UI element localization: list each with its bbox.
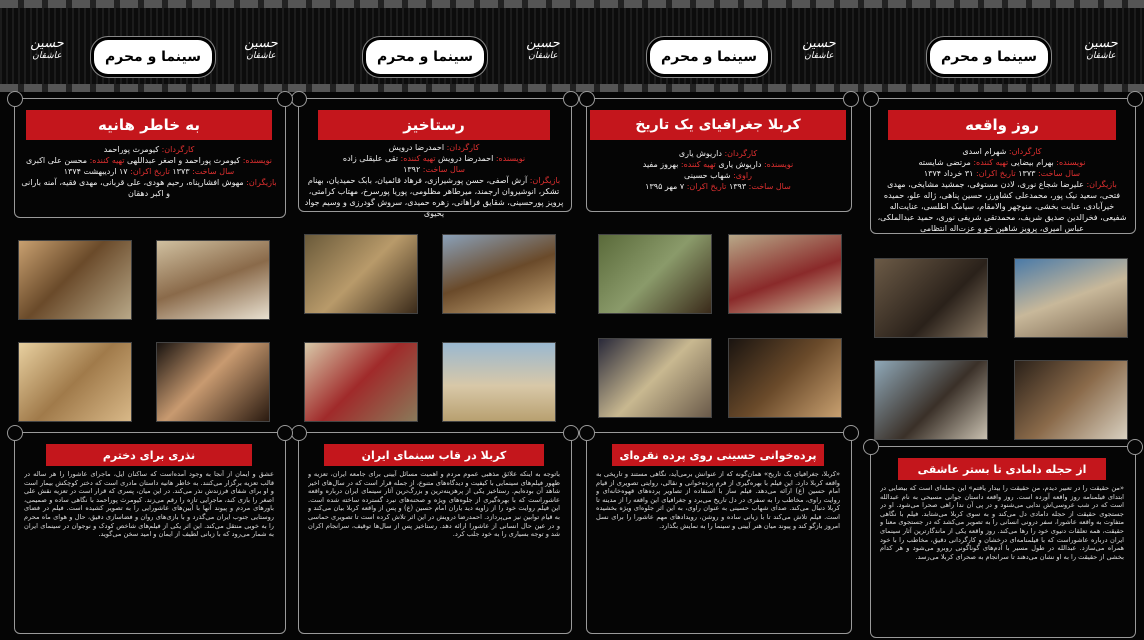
article-subtitle: پرده‌خوانی حسینی روی پرده نقره‌ای [612, 444, 824, 466]
calligraphy-emblem: حسین عاشقان [802, 36, 836, 61]
banner-strip-top [0, 0, 1144, 8]
film-title: رستاخیز [318, 110, 550, 140]
film-still [18, 342, 132, 422]
film-credits: کارگردان: کیومرث پوراحمد نویسنده: کیومرث پوراحمد و اصغر عبداللهی تهیه کننده: محسن علی اکبری سال ساخت: ۱۳۷۳ تاریخ اکران: ۱۷ اردیبهشت ۱۳۷۴ بازیگران: مهوش افشارپناه، رحیم هودی، علی قربانی، مهدی فقیه، آمنه بارانی و اکبر دهقان [21, 145, 277, 198]
calligraphy-emblem: حسین عاشقان [526, 36, 560, 61]
film-still [728, 234, 842, 314]
film-still [18, 240, 132, 320]
film-column-karbala [576, 92, 862, 640]
film-still [598, 338, 712, 418]
banner-title-pill: سینما و محرم [366, 40, 484, 74]
film-still [598, 234, 712, 314]
banner-title-pill: سینما و محرم [930, 40, 1048, 74]
film-credits: کارگردان: داریوش یاری نویسنده: داریوش یاری تهیه کننده: بهروز مفید راوی: شهاب حسینی سال ساخت: ۱۳۹۳ تاریخ اکران: ۷ مهر ۱۳۹۵ [642, 149, 794, 191]
calligraphy-emblem: حسین عاشقان [1084, 36, 1118, 61]
film-column-hanieh [6, 92, 292, 640]
film-still [728, 338, 842, 418]
article-subtitle: کربلا در قاب سینمای ایران [324, 444, 544, 466]
film-still [442, 234, 556, 314]
article-body: «من حقیقت را در تعبیر دیدم، من حقیقت را بیدار یافتم» این جمله‌ای است که بیضایی در ابتدای فیلمنامه روز واقعه آورده است. روز واقعه داستان جوانی مسیحی به نام عبدالله است که در شب عروسی‌اش ندایی می‌شنود و در پی آن ندا راهی صحرا می‌شود. او در جستجوی حقیقت از حجله دامادی دل می‌کند و به سوی کربلا می‌شتابد. فیلم با نگاهی متفاوت به واقعه عاشورا، سفر درونی انسانی را به تصویر می‌کشد که در جستجوی معنا و حقیقت، همه تعلقات دنیوی خود را رها می‌کند. روز واقعه یکی از ماندگارترین آثار سینمای ایران درباره عاشوراست که با فیلمنامه‌ای درخشان و کارگردانی دقیق، مخاطب را با خود همراه می‌سازد. عبدالله در طول مسیر با آدم‌های گوناگونی روبرو می‌شود و هر کدام بخشی از حقیقت را به او نشان می‌دهند تا سرانجام به صحرای کربلا می‌رسد. [880, 484, 1124, 561]
film-still [304, 342, 418, 422]
film-title: روز واقعه [888, 110, 1116, 140]
film-still [874, 258, 988, 338]
film-credits: کارگردان: احمدرضا درویش نویسنده: احمدرضا درویش تهیه کننده: تقی علیقلی زاده سال ساخت: ۱۳۹۲ بازیگران: آرش آصفی، حسن پورشیرازی، فرهاد قائمیان، بابک حمیدیان، بهنام تشکر، انوشیروان ارجمند، میرطاهر مظلومی، پوریا پورسرخ، مهتاب کرامتی، پرویز پورحسینی، شقایق فراهانی، زهره حمیدی، سروش گودرزی و وسیم جواد یحیوی [304, 143, 564, 218]
film-still [156, 342, 270, 422]
film-still [304, 234, 418, 314]
article-body: باتوجه به اینکه علائق مذهبی عموم مردم و اهمیت مسائل آیینی برای جامعه ایران، تعزیه و ظهور فیلم‌های سینمایی با کیفیت و دیدگاه‌های متنوع، از جمله قرار است که در سال‌های اخیر شاهد آن بوده‌ایم. رستاخیز یکی از پرهزینه‌ترین و بزرگ‌ترین آثار سینمای ایران درباره واقعه عاشوراست که با بهره‌گیری از جلوه‌های ویژه و صحنه‌های نبرد گسترده ساخته شده است. این فیلم روایت خود را از زاویه دید یاران امام حسین (ع) و پس از واقعه کربلا بیان می‌کند و به قیام توابین نیز می‌پردازد. احمدرضا درویش در این اثر تلاش کرده است تا تصویری حماسی و در عین حال انسانی از عاشورا ارائه دهد. رستاخیز پس از سال‌ها توقیف، سرانجام اکران شد و توجه بسیاری را به خود جلب کرد. [308, 470, 560, 539]
article-subtitle: نذری برای دخترم [46, 444, 252, 466]
film-credits: کارگردان: شهرام اسدی نویسنده: بهرام بیضایی تهیه کننده: مرتضی شایسته سال ساخت: ۱۳۷۳ تاریخ اکران: ۳۱ خرداد ۱۳۷۴ بازیگران: علیرضا شجاع نوری، لادن مستوفی، جمشید مشایخی، مهدی فتحی، سعید نیک پور، محمدعلی کشاورز، حسین پناهی، ژاله علو، حمیده خیرآبادی، عنایت بخشی، منوچهر والامقام، سیامک اطلسی، عنایت‌اله شفیعی، فخرالدین صدیق شریف، محمدتقی شریفی نوری، حمید عبدالملکی، عباس امیری، پرویز شاهین خو و عزت‌اله انتظامی [877, 147, 1127, 233]
film-title: کربلا جغرافیای یک تاریخ [590, 110, 846, 140]
article-body: عشق و ایمان از آنجا به وجود آمده‌است که ساکنان ایل، ماجرای عاشورا را هر ساله در قالب تعزیه برگزار می‌کنند. به خاطر هانیه داستان مادری است که دختر کوچکش بیمار است و او برای شفای فرزندش نذر می‌کند. در این میان، پسری که قرار است در تعزیه نقش علی اصغر را بازی کند، ماجرایی تازه را رقم می‌زند. کیومرث پوراحمد با نگاهی ساده و صمیمی، باورهای مردم و پیوند آنها با آیین‌های عاشورایی را به تصویر کشیده است. فیلم در فضای روستایی جنوب ایران می‌گذرد و با بازی‌های روان و فضاسازی دقیق، حال و هوای ماه محرم را به خوبی منتقل می‌کند. این اثر یکی از فیلم‌های شاخص کودک و نوجوان در سینمای ایران به شمار می‌رود که با زبانی لطیف از ایمان و امید سخن می‌گوید. [24, 470, 274, 539]
film-still [874, 360, 988, 440]
film-title: به خاطر هانیه [26, 110, 272, 140]
article-subtitle: از حجله دامادی تا بستر عاشقی [898, 458, 1106, 480]
calligraphy-emblem: حسین عاشقان [244, 36, 278, 61]
banner-title-pill: سینما و محرم [94, 40, 212, 74]
film-still [442, 342, 556, 422]
top-banner [0, 0, 1144, 92]
banner-title-pill: سینما و محرم [650, 40, 768, 74]
film-still [1014, 258, 1128, 338]
article-body: «کربلا، جغرافیای یک تاریخ» همان‌گونه که از عنوانش برمی‌آید، نگاهی مستند و تاریخی به واقعه کربلا دارد. این فیلم با بهره‌گیری از فرم پرده‌خوانی و نقالی، روایتی تصویری از قیام امام حسین (ع) ارائه می‌دهد. فیلم ساز با استفاده از تصاویر پرده‌های قهوه‌خانه‌ای و روایت راوی، مخاطب را به سفری در دل تاریخ می‌برد و جغرافیای این واقعه را از مدینه تا کربلا دنبال می‌کند. صدای شهاب حسینی به عنوان راوی، به این اثر جلوه‌ای ویژه بخشیده است. فیلم تلاش می‌کند تا با زبانی ساده و روشن، رویدادهای مهم عاشورا را برای نسل امروز بازگو کند و پیوند میان هنر آیینی و سینما را به نمایش بگذارد. [596, 470, 840, 530]
film-column-rooz-vaghe [858, 92, 1144, 640]
film-column-rastakhiz [294, 92, 580, 640]
film-still [1014, 360, 1128, 440]
film-still [156, 240, 270, 320]
calligraphy-emblem: حسین عاشقان [30, 36, 64, 61]
